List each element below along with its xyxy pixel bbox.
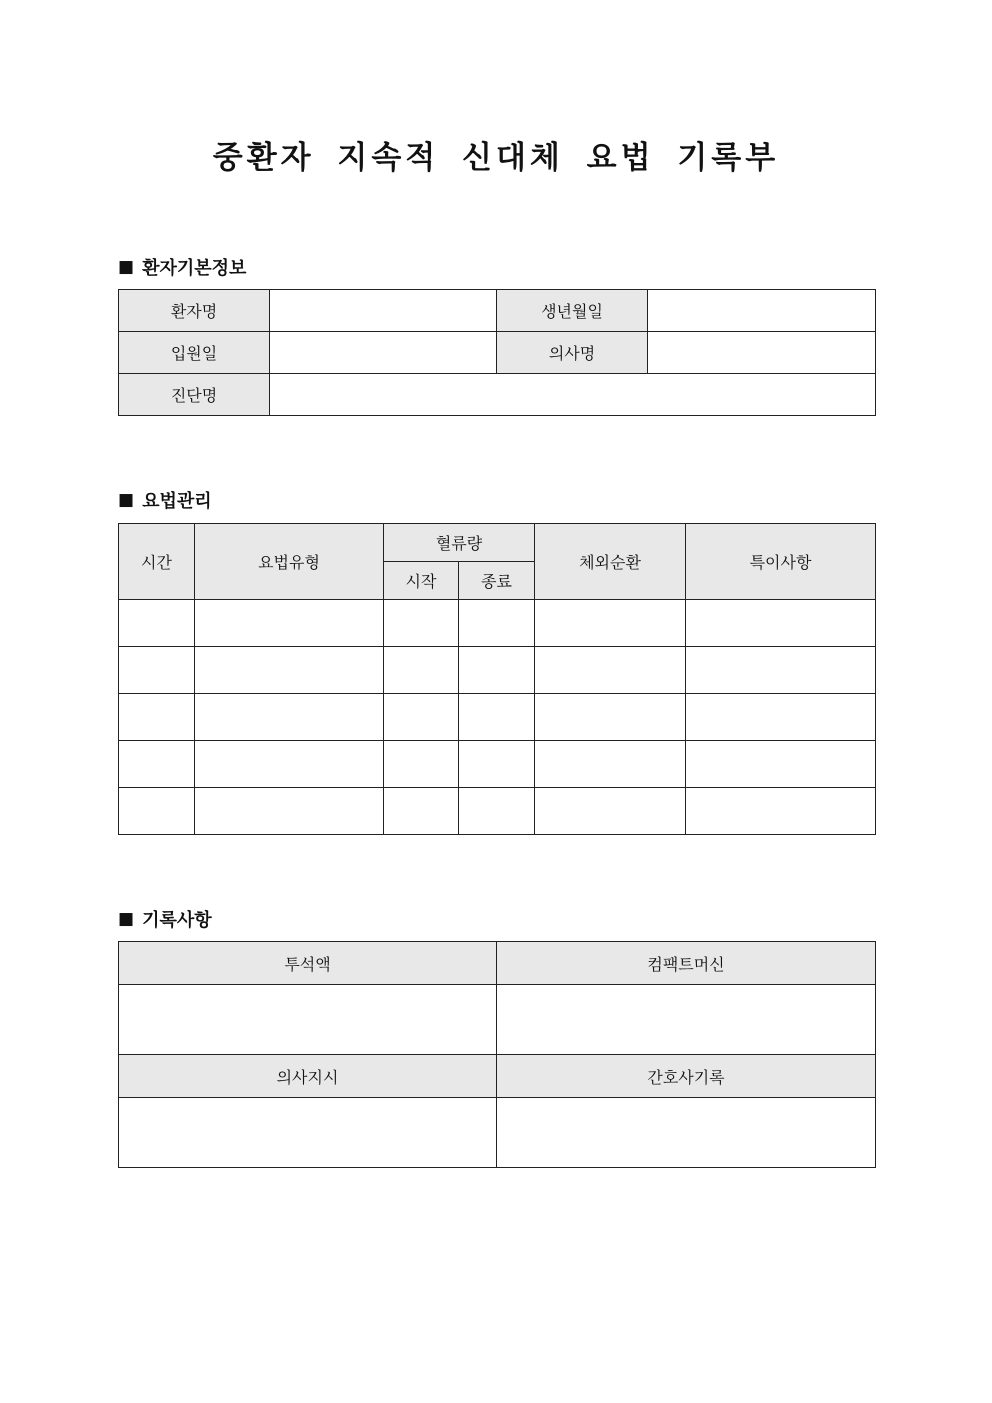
notes-cell[interactable] [686, 788, 876, 835]
time-cell[interactable] [119, 788, 195, 835]
notes-cell[interactable] [686, 694, 876, 741]
extracorporeal-cell[interactable] [535, 694, 686, 741]
notes-cell[interactable] [686, 647, 876, 694]
notes-header: 특이사항 [686, 524, 876, 600]
therapy-type-cell[interactable] [195, 694, 384, 741]
end-cell[interactable] [459, 694, 535, 741]
end-cell[interactable] [459, 600, 535, 647]
end-cell[interactable] [459, 647, 535, 694]
table-row [119, 647, 876, 694]
section-heading-patient [118, 254, 246, 280]
square-bullet-icon: ■ [118, 909, 135, 929]
doctor-order-header: 의사지시 [119, 1055, 497, 1098]
notes-cell[interactable] [686, 600, 876, 647]
time-cell[interactable] [119, 647, 195, 694]
start-cell[interactable] [384, 647, 459, 694]
blood-flow-end-header: 종료 [459, 562, 535, 600]
start-cell[interactable] [384, 694, 459, 741]
nursing-record-field[interactable] [497, 1098, 876, 1168]
square-bullet-icon: ■ [118, 257, 135, 277]
therapy-type-cell[interactable] [195, 788, 384, 835]
doctor-order-field[interactable] [119, 1098, 497, 1168]
time-cell[interactable] [119, 741, 195, 788]
section-heading-therapy [118, 487, 212, 513]
therapy-type-header: 요법유형 [195, 524, 384, 600]
doctor-name-label: 의사명 [497, 332, 648, 374]
birth-date-label: 생년월일 [497, 290, 648, 332]
compact-machine-header: 컴팩트머신 [497, 942, 876, 985]
square-bullet-icon: ■ [118, 490, 135, 510]
therapy-management-table [118, 523, 876, 835]
notes-cell[interactable] [686, 741, 876, 788]
section-heading-label: 환자기본정보 [142, 258, 247, 279]
table-row [119, 741, 876, 788]
time-cell[interactable] [119, 694, 195, 741]
blood-flow-header: 혈류량 [384, 524, 535, 562]
time-header: 시간 [119, 524, 195, 600]
therapy-type-cell[interactable] [195, 741, 384, 788]
time-cell[interactable] [119, 600, 195, 647]
end-cell[interactable] [459, 788, 535, 835]
compact-machine-field[interactable] [497, 985, 876, 1055]
end-cell[interactable] [459, 741, 535, 788]
extracorporeal-cell[interactable] [535, 647, 686, 694]
patient-info-table [118, 289, 876, 416]
patient-name-field[interactable] [270, 290, 497, 332]
diagnosis-field[interactable] [270, 374, 876, 416]
table-row [119, 788, 876, 835]
start-cell[interactable] [384, 788, 459, 835]
section-heading-label: 요법관리 [142, 491, 212, 512]
birth-date-field[interactable] [648, 290, 876, 332]
doctor-name-field[interactable] [648, 332, 876, 374]
therapy-type-cell[interactable] [195, 647, 384, 694]
dialysate-header: 투석액 [119, 942, 497, 985]
section-heading-label: 기록사항 [142, 910, 212, 931]
extracorporeal-cell[interactable] [535, 600, 686, 647]
section-heading-records [118, 906, 212, 932]
extracorporeal-cell[interactable] [535, 788, 686, 835]
therapy-type-cell[interactable] [195, 600, 384, 647]
admission-date-field[interactable] [270, 332, 497, 374]
start-cell[interactable] [384, 600, 459, 647]
table-row [119, 694, 876, 741]
extracorporeal-header: 체외순환 [535, 524, 686, 600]
page-title: 중환자 지속적 신대체 요법 기록부 [212, 140, 780, 176]
patient-name-label: 환자명 [119, 290, 270, 332]
records-table [118, 941, 876, 1168]
table-row [119, 600, 876, 647]
extracorporeal-cell[interactable] [535, 741, 686, 788]
nursing-record-header: 간호사기록 [497, 1055, 876, 1098]
start-cell[interactable] [384, 741, 459, 788]
diagnosis-label: 진단명 [119, 374, 270, 416]
blood-flow-start-header: 시작 [384, 562, 459, 600]
admission-date-label: 입원일 [119, 332, 270, 374]
dialysate-field[interactable] [119, 985, 497, 1055]
